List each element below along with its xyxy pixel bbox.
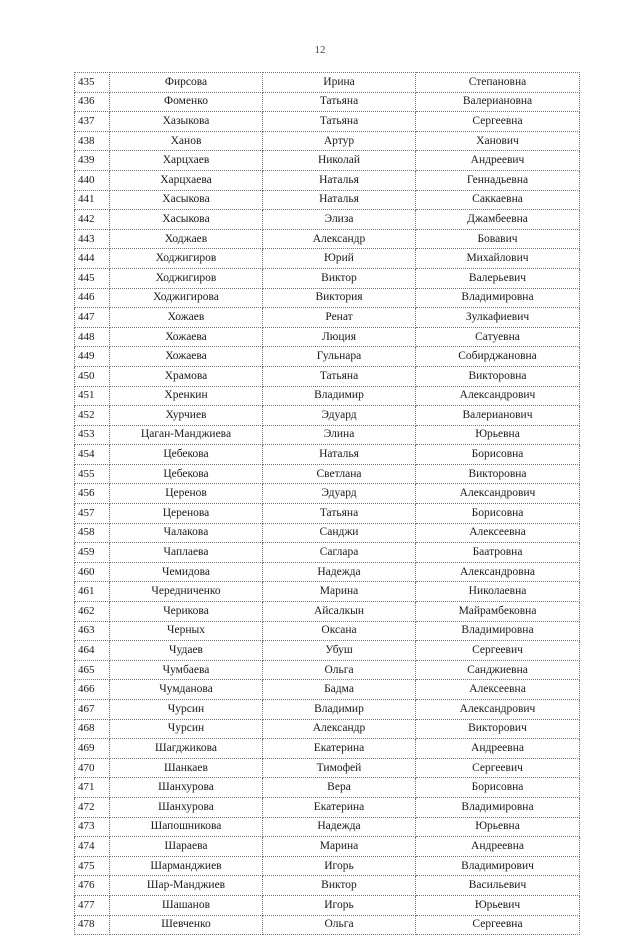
row-number-cell: 442 — [75, 210, 110, 230]
row-number-cell: 460 — [75, 562, 110, 582]
surname-cell: Чудаев — [110, 641, 263, 661]
row-number-cell: 473 — [75, 817, 110, 837]
first-name-cell: Наталья — [263, 170, 416, 190]
table-row — [75, 837, 580, 857]
table-row — [75, 229, 580, 249]
table-row — [75, 602, 580, 622]
row-number-cell: 441 — [75, 190, 110, 210]
patronymic-cell: Сергеевна — [416, 915, 580, 935]
row-number-cell: 458 — [75, 523, 110, 543]
first-name-cell: Айсалкын — [263, 602, 416, 622]
patronymic-cell: Михайлович — [416, 249, 580, 269]
table-row — [75, 425, 580, 445]
table-row — [75, 170, 580, 190]
surname-cell: Чурсин — [110, 719, 263, 739]
row-number-cell: 446 — [75, 288, 110, 308]
first-name-cell: Ирина — [263, 73, 416, 93]
first-name-cell: Светлана — [263, 464, 416, 484]
table-row — [75, 386, 580, 406]
table-row — [75, 131, 580, 151]
table-row — [75, 210, 580, 230]
row-number-cell: 474 — [75, 837, 110, 857]
first-name-cell: Виктория — [263, 288, 416, 308]
surname-cell: Черикова — [110, 602, 263, 622]
table-row — [75, 758, 580, 778]
first-name-cell: Ренат — [263, 308, 416, 328]
surname-cell: Чурсин — [110, 700, 263, 720]
surname-cell: Церенова — [110, 504, 263, 524]
row-number-cell: 476 — [75, 876, 110, 896]
patronymic-cell: Викторовна — [416, 366, 580, 386]
patronymic-cell: Борисовна — [416, 445, 580, 465]
surname-cell: Ханов — [110, 131, 263, 151]
first-name-cell: Александр — [263, 229, 416, 249]
table-row — [75, 562, 580, 582]
row-number-cell: 463 — [75, 621, 110, 641]
first-name-cell: Виктор — [263, 268, 416, 288]
row-number-cell: 470 — [75, 758, 110, 778]
first-name-cell: Владимир — [263, 700, 416, 720]
first-name-cell: Артур — [263, 131, 416, 151]
first-name-cell: Татьяна — [263, 92, 416, 112]
surname-cell: Фирсова — [110, 73, 263, 93]
first-name-cell: Оксана — [263, 621, 416, 641]
first-name-cell: Игорь — [263, 895, 416, 915]
patronymic-cell: Александровна — [416, 562, 580, 582]
first-name-cell: Надежда — [263, 817, 416, 837]
surname-cell: Чалакова — [110, 523, 263, 543]
surname-cell: Чумданова — [110, 680, 263, 700]
row-number-cell: 456 — [75, 484, 110, 504]
table-row — [75, 739, 580, 759]
table-row — [75, 543, 580, 563]
surname-cell: Шараева — [110, 837, 263, 857]
patronymic-cell: Владимировна — [416, 621, 580, 641]
surname-cell: Хренкин — [110, 386, 263, 406]
table-row — [75, 347, 580, 367]
table-row — [75, 895, 580, 915]
row-number-cell: 435 — [75, 73, 110, 93]
patronymic-cell: Юрьевич — [416, 895, 580, 915]
first-name-cell: Татьяна — [263, 366, 416, 386]
patronymic-cell: Валерьевич — [416, 268, 580, 288]
row-number-cell: 450 — [75, 366, 110, 386]
row-number-cell: 448 — [75, 327, 110, 347]
table-row — [75, 366, 580, 386]
first-name-cell: Юрий — [263, 249, 416, 269]
surname-cell: Чередниченко — [110, 582, 263, 602]
first-name-cell: Эдуард — [263, 406, 416, 426]
patronymic-cell: Сергеевич — [416, 641, 580, 661]
surname-cell: Шанхурова — [110, 778, 263, 798]
first-name-cell: Марина — [263, 582, 416, 602]
first-name-cell: Александр — [263, 719, 416, 739]
first-name-cell: Элина — [263, 425, 416, 445]
surname-cell: Чаплаева — [110, 543, 263, 563]
first-name-cell: Татьяна — [263, 504, 416, 524]
first-name-cell: Марина — [263, 837, 416, 857]
first-name-cell: Вера — [263, 778, 416, 798]
table-row — [75, 817, 580, 837]
patronymic-cell: Собирджановна — [416, 347, 580, 367]
surname-cell: Цебекова — [110, 445, 263, 465]
table-row — [75, 523, 580, 543]
table-row — [75, 660, 580, 680]
table-row — [75, 151, 580, 171]
first-name-cell: Игорь — [263, 856, 416, 876]
table-row — [75, 445, 580, 465]
first-name-cell: Владимир — [263, 386, 416, 406]
table-row — [75, 288, 580, 308]
row-number-cell: 466 — [75, 680, 110, 700]
surname-cell: Харцхаева — [110, 170, 263, 190]
surname-cell: Чумбаева — [110, 660, 263, 680]
surname-cell: Ходжаев — [110, 229, 263, 249]
patronymic-cell: Зулкафиевич — [416, 308, 580, 328]
patronymic-cell: Николаевна — [416, 582, 580, 602]
patronymic-cell: Александрович — [416, 700, 580, 720]
surname-cell: Шапошникова — [110, 817, 263, 837]
surname-cell: Черных — [110, 621, 263, 641]
patronymic-cell: Владимирович — [416, 856, 580, 876]
patronymic-cell: Валерианович — [416, 406, 580, 426]
surname-cell: Храмова — [110, 366, 263, 386]
table-row — [75, 915, 580, 935]
patronymic-cell: Бовавич — [416, 229, 580, 249]
row-number-cell: 468 — [75, 719, 110, 739]
row-number-cell: 454 — [75, 445, 110, 465]
row-number-cell: 453 — [75, 425, 110, 445]
surname-cell: Цаган-Манджиева — [110, 425, 263, 445]
row-number-cell: 440 — [75, 170, 110, 190]
surname-cell: Шанкаев — [110, 758, 263, 778]
patronymic-cell: Майрамбековна — [416, 602, 580, 622]
first-name-cell: Виктор — [263, 876, 416, 896]
first-name-cell: Николай — [263, 151, 416, 171]
table-row — [75, 249, 580, 269]
surname-cell: Шашанов — [110, 895, 263, 915]
row-number-cell: 478 — [75, 915, 110, 935]
patronymic-cell: Андреевич — [416, 151, 580, 171]
row-number-cell: 447 — [75, 308, 110, 328]
patronymic-cell: Алексеевна — [416, 680, 580, 700]
surname-cell: Шевченко — [110, 915, 263, 935]
patronymic-cell: Алексеевна — [416, 523, 580, 543]
row-number-cell: 464 — [75, 641, 110, 661]
row-number-cell: 439 — [75, 151, 110, 171]
table-row — [75, 190, 580, 210]
row-number-cell: 472 — [75, 797, 110, 817]
patronymic-cell: Борисовна — [416, 778, 580, 798]
row-number-cell: 449 — [75, 347, 110, 367]
patronymic-cell: Александрович — [416, 386, 580, 406]
patronymic-cell: Борисовна — [416, 504, 580, 524]
surname-cell: Церенов — [110, 484, 263, 504]
surname-cell: Чемидова — [110, 562, 263, 582]
patronymic-cell: Александрович — [416, 484, 580, 504]
surname-cell: Фоменко — [110, 92, 263, 112]
patronymic-cell: Владимировна — [416, 797, 580, 817]
first-name-cell: Гульнара — [263, 347, 416, 367]
row-number-cell: 452 — [75, 406, 110, 426]
first-name-cell: Элиза — [263, 210, 416, 230]
table-row — [75, 484, 580, 504]
surname-cell: Цебекова — [110, 464, 263, 484]
patronymic-cell: Сатуевна — [416, 327, 580, 347]
patronymic-cell: Ханович — [416, 131, 580, 151]
row-number-cell: 445 — [75, 268, 110, 288]
patronymic-cell: Валериановна — [416, 92, 580, 112]
table-row — [75, 582, 580, 602]
table-row — [75, 856, 580, 876]
row-number-cell: 462 — [75, 602, 110, 622]
surname-cell: Шанхурова — [110, 797, 263, 817]
surname-cell: Хасыкова — [110, 190, 263, 210]
table-row — [75, 680, 580, 700]
row-number-cell: 469 — [75, 739, 110, 759]
table-row — [75, 504, 580, 524]
surname-cell: Хазыкова — [110, 112, 263, 132]
table-row — [75, 268, 580, 288]
first-name-cell: Убуш — [263, 641, 416, 661]
table-row — [75, 797, 580, 817]
patronymic-cell: Сергеевич — [416, 758, 580, 778]
surname-cell: Шар-Манджиев — [110, 876, 263, 896]
patronymic-cell: Васильевич — [416, 876, 580, 896]
patronymic-cell: Баатровна — [416, 543, 580, 563]
table-row — [75, 464, 580, 484]
surname-cell: Ходжигиров — [110, 268, 263, 288]
first-name-cell: Ольга — [263, 915, 416, 935]
surname-cell: Хасыкова — [110, 210, 263, 230]
table-row — [75, 700, 580, 720]
row-number-cell: 443 — [75, 229, 110, 249]
row-number-cell: 465 — [75, 660, 110, 680]
first-name-cell: Саглара — [263, 543, 416, 563]
first-name-cell: Наталья — [263, 190, 416, 210]
table-row — [75, 92, 580, 112]
patronymic-cell: Андреевна — [416, 739, 580, 759]
row-number-cell: 467 — [75, 700, 110, 720]
first-name-cell: Эдуард — [263, 484, 416, 504]
table-row — [75, 406, 580, 426]
row-number-cell: 451 — [75, 386, 110, 406]
table-row — [75, 327, 580, 347]
row-number-cell: 471 — [75, 778, 110, 798]
first-name-cell: Тимофей — [263, 758, 416, 778]
table-row — [75, 876, 580, 896]
patronymic-cell: Юрьевна — [416, 817, 580, 837]
patronymic-cell: Санджиевна — [416, 660, 580, 680]
patronymic-cell: Владимировна — [416, 288, 580, 308]
row-number-cell: 436 — [75, 92, 110, 112]
table-row — [75, 73, 580, 93]
row-number-cell: 437 — [75, 112, 110, 132]
first-name-cell: Бадма — [263, 680, 416, 700]
patronymic-cell: Джамбеевна — [416, 210, 580, 230]
table-row — [75, 112, 580, 132]
patronymic-cell: Викторович — [416, 719, 580, 739]
row-number-cell: 459 — [75, 543, 110, 563]
row-number-cell: 444 — [75, 249, 110, 269]
patronymic-cell: Викторовна — [416, 464, 580, 484]
patronymic-cell: Саккаевна — [416, 190, 580, 210]
surname-cell: Харцхаев — [110, 151, 263, 171]
page-number: 12 — [314, 44, 326, 56]
patronymic-cell: Геннадьевна — [416, 170, 580, 190]
surname-cell: Хожаева — [110, 327, 263, 347]
surname-cell: Хожаева — [110, 347, 263, 367]
row-number-cell: 457 — [75, 504, 110, 524]
surname-cell: Ходжигиров — [110, 249, 263, 269]
roster-table-body — [75, 73, 580, 935]
row-number-cell: 461 — [75, 582, 110, 602]
first-name-cell: Люция — [263, 327, 416, 347]
first-name-cell: Ольга — [263, 660, 416, 680]
first-name-cell: Санджи — [263, 523, 416, 543]
row-number-cell: 477 — [75, 895, 110, 915]
first-name-cell: Наталья — [263, 445, 416, 465]
table-row — [75, 641, 580, 661]
row-number-cell: 475 — [75, 856, 110, 876]
surname-cell: Хожаев — [110, 308, 263, 328]
patronymic-cell: Андреевна — [416, 837, 580, 857]
first-name-cell: Екатерина — [263, 797, 416, 817]
table-row — [75, 778, 580, 798]
first-name-cell: Татьяна — [263, 112, 416, 132]
table-row — [75, 621, 580, 641]
surname-cell: Шарманджиев — [110, 856, 263, 876]
table-row — [75, 719, 580, 739]
surname-cell: Шагджикова — [110, 739, 263, 759]
patronymic-cell: Юрьевна — [416, 425, 580, 445]
row-number-cell: 455 — [75, 464, 110, 484]
surname-cell: Ходжигирова — [110, 288, 263, 308]
patronymic-cell: Сергеевна — [416, 112, 580, 132]
roster-table — [74, 72, 580, 935]
first-name-cell: Надежда — [263, 562, 416, 582]
table-row — [75, 308, 580, 328]
row-number-cell: 438 — [75, 131, 110, 151]
surname-cell: Хурчиев — [110, 406, 263, 426]
first-name-cell: Екатерина — [263, 739, 416, 759]
patronymic-cell: Степановна — [416, 73, 580, 93]
